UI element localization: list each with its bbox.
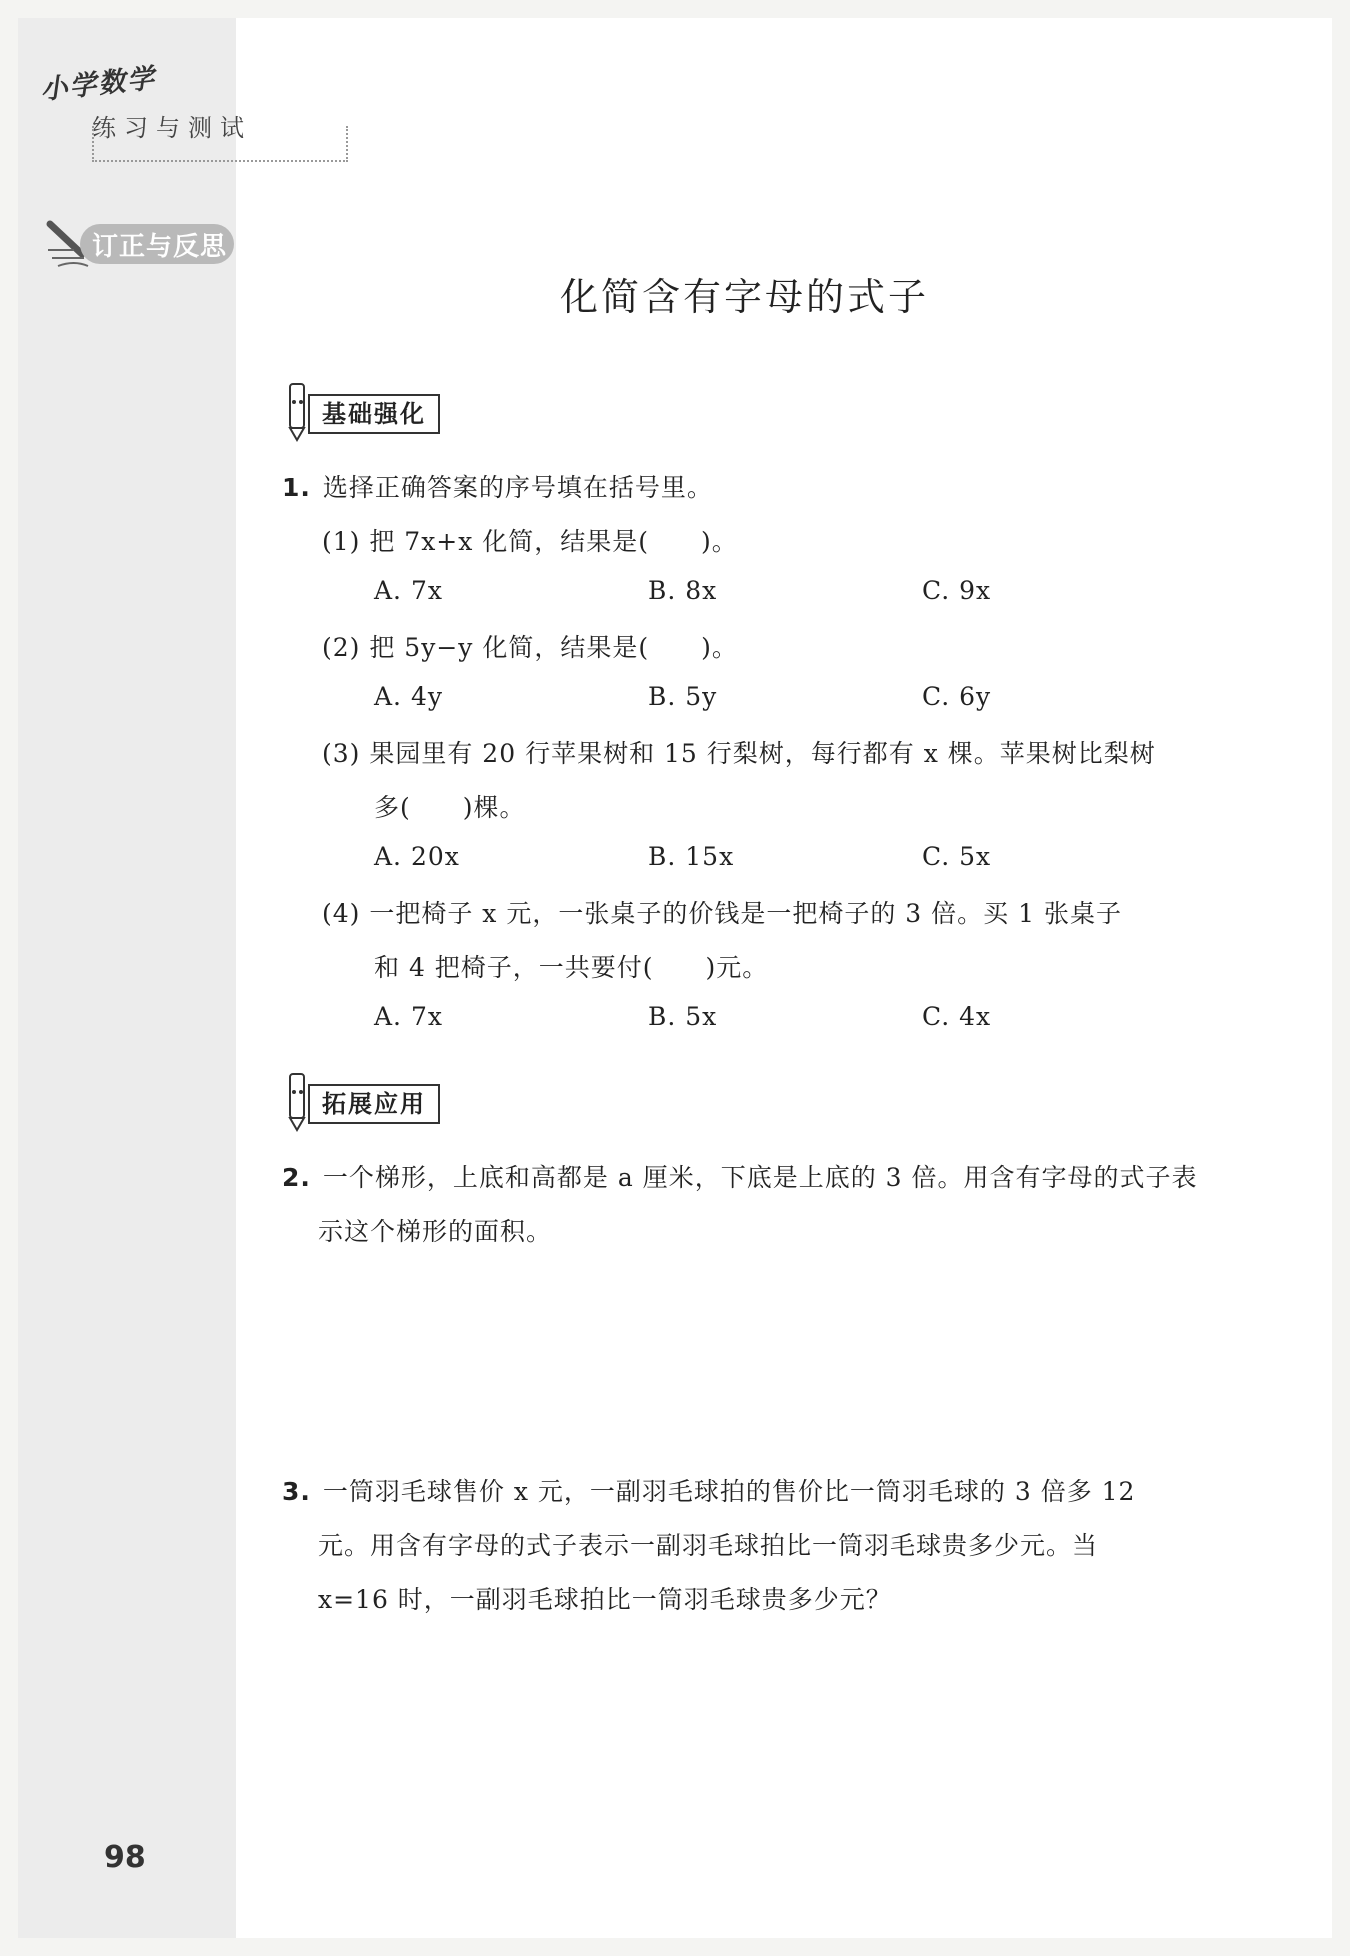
q1-part3-line2: 多( )棵。 xyxy=(374,793,526,822)
brand xyxy=(39,62,252,142)
q1-part4-line1: (4) 一把椅子 x 元，一张桌子的价钱是一把椅子的 3 倍。买 1 张桌子 xyxy=(322,899,1122,928)
question-text: 一个梯形，上底和高都是 a 厘米，下底是上底的 3 倍。用含有字母的式子表 xyxy=(322,1163,1198,1192)
option-a: A. 4y xyxy=(374,682,443,711)
question-number: 2. xyxy=(282,1163,311,1192)
question-2-line2: 示这个梯形的面积。 xyxy=(318,1217,553,1246)
question-3-line1 xyxy=(282,1472,1135,1508)
option-c: C. 4x xyxy=(922,1002,992,1031)
question-1 xyxy=(282,468,713,504)
q1-part2: (2) 把 5y−y 化简，结果是( )。 xyxy=(322,633,738,662)
q1-part1: (1) 把 7x+x 化简，结果是( )。 xyxy=(322,527,738,556)
option-a: A. 20x xyxy=(374,842,460,871)
reflect-tab xyxy=(44,220,236,266)
option-b: B. 5y xyxy=(648,682,718,711)
option-a: A. 7x xyxy=(374,1002,443,1031)
q1-part4-line2: 和 4 把椅子，一共要付( )元。 xyxy=(374,953,769,982)
section-extended xyxy=(282,1070,462,1126)
brand-subtitle: 练习与测试 xyxy=(92,114,252,142)
question-2-line1 xyxy=(282,1158,1198,1194)
reflect-label: 订正与反思 xyxy=(92,232,228,262)
question-number: 3. xyxy=(282,1477,311,1506)
question-text: 一筒羽毛球售价 x 元，一副羽毛球拍的售价比一筒羽毛球的 3 倍多 12 xyxy=(322,1477,1136,1506)
section-basic xyxy=(282,380,462,436)
reflection-margin xyxy=(18,18,236,1938)
option-c: C. 6y xyxy=(922,682,992,711)
q1-part3-line1: (3) 果园里有 20 行苹果树和 15 行梨树，每行都有 x 棵。苹果树比梨树 xyxy=(322,739,1156,768)
question-3-line2: 元。用含有字母的式子表示一副羽毛球拍比一筒羽毛球贵多少元。当 xyxy=(318,1531,1099,1560)
option-c: C. 9x xyxy=(922,576,992,605)
question-number: 1. xyxy=(282,473,311,502)
page-number: 98 xyxy=(104,1840,146,1875)
question-text: 选择正确答案的序号填在括号里。 xyxy=(322,473,713,502)
page-title: 化简含有字母的式子 xyxy=(560,275,930,319)
section-label: 拓展应用 xyxy=(308,1084,440,1124)
option-b: B. 15x xyxy=(648,842,735,871)
option-c: C. 5x xyxy=(922,842,992,871)
brand-title: 小学数学 xyxy=(39,63,158,106)
brand-dotted-frame xyxy=(92,126,348,162)
option-b: B. 5x xyxy=(648,1002,718,1031)
question-3-line3: x=16 时，一副羽毛球拍比一筒羽毛球贵多少元？ xyxy=(318,1585,892,1614)
option-a: A. 7x xyxy=(374,576,443,605)
option-b: B. 8x xyxy=(648,576,718,605)
section-label: 基础强化 xyxy=(308,394,440,434)
